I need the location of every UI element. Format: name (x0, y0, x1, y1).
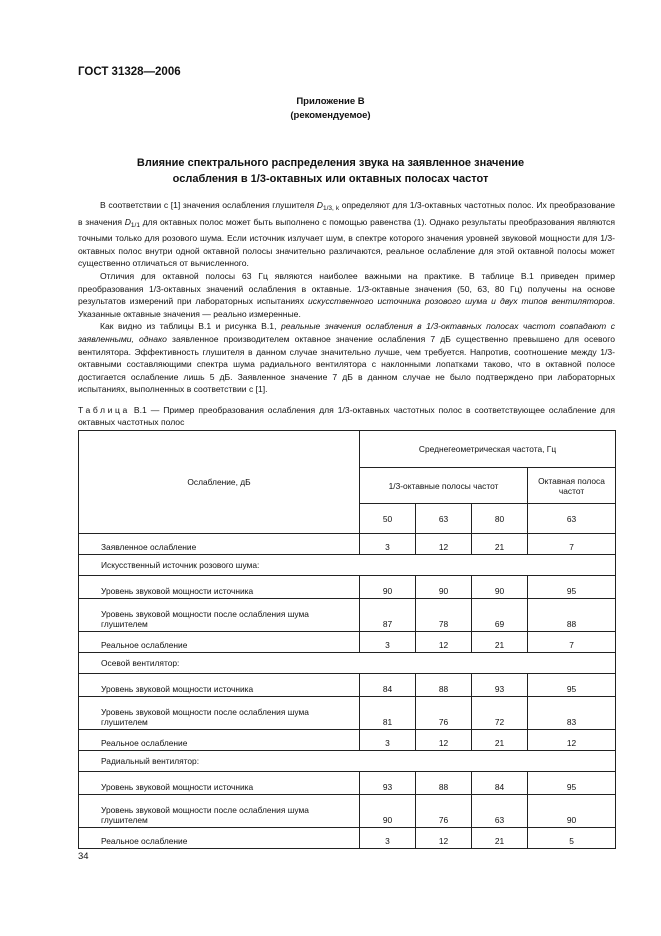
cell-value: 21 (472, 828, 528, 849)
cell-value: 84 (472, 772, 528, 795)
page-number: 34 (78, 851, 89, 862)
cell-value: 12 (528, 730, 616, 751)
cell-value: 7 (528, 632, 616, 653)
cell-value: 69 (472, 599, 528, 632)
attenuation-table (78, 430, 616, 849)
cell-value: 21 (472, 534, 528, 555)
cell-value: 7 (528, 534, 616, 555)
cell-value: 12 (416, 828, 472, 849)
row-label: Заявленное ослабление (79, 534, 360, 555)
cell-value: 95 (528, 576, 616, 599)
table-row (79, 599, 616, 632)
body-text (78, 199, 615, 396)
symbol-d: D (316, 200, 323, 210)
p2-text-b: . Указанные октавные значения — реально измеренные. (78, 296, 615, 319)
cell-value: 76 (416, 697, 472, 730)
cell-value: 93 (472, 674, 528, 697)
p1-text-a: В соответствии с [1] значения ослабления глушителя (100, 200, 317, 210)
cell-value: 90 (360, 795, 416, 828)
cell-value: 95 (528, 674, 616, 697)
appendix-status: (рекомендуемое) (290, 110, 371, 121)
p2-text-a: Отличия для октавной полосы 63 Гц являются наиболее важными на практике. В таблице В.1 приведен пример преобразования 1/3-октавных значений ослабления в октавные. 1/3-октавные значения (50, 63, 80 Гц) получены на основе результатов измерений при лабораторных испытаниях (78, 270, 615, 307)
row-label: Уровень звуковой мощности источника (79, 772, 360, 795)
section-title-line-1: Влияние спектрального распределения звука на заявленное значение (136, 157, 525, 169)
cell-value: 88 (528, 599, 616, 632)
table-row (79, 576, 616, 599)
cell-value: 63 (472, 795, 528, 828)
header-third-octave: 1/3-октавные полосы частот (360, 468, 528, 504)
table-caption-text: В.1 — Пример преобразования ослабления для 1/3-октавных частотных полос в соответствующее ослабление для октавных частотных полос (78, 405, 615, 428)
table-group-row (79, 653, 616, 674)
freq-octave-63: 63 (528, 504, 616, 534)
table-row (79, 674, 616, 697)
row-label: Уровень звуковой мощности источника (79, 576, 360, 599)
cell-value: 12 (416, 534, 472, 555)
symbol-d-subscript: 1/3, k (322, 205, 340, 212)
paragraph-1 (78, 199, 615, 270)
cell-value: 90 (360, 576, 416, 599)
table-row (79, 697, 616, 730)
table-caption (78, 404, 615, 429)
freq-63: 63 (416, 504, 472, 534)
table-row (79, 828, 616, 849)
row-label: Уровень звуковой мощности после ослабления шума глушителем (79, 795, 360, 828)
section-title-line-2: ослабления в 1/3-октавных или октавных полосах частот (172, 173, 489, 185)
table-row (79, 534, 616, 555)
cell-value: 12 (416, 730, 472, 751)
cell-value: 3 (360, 828, 416, 849)
cell-value: 21 (472, 730, 528, 751)
p3-italic: реальные значения ослабления в 1/3-октавных полосах частот совпадают с заявленными, однако (78, 321, 615, 344)
cell-value: 81 (360, 697, 416, 730)
group-title: Искусственный источник розового шума: (79, 555, 616, 576)
cell-value: 87 (360, 599, 416, 632)
p3-text-a: Как видно из таблицы В.1 и рисунка В.1, (100, 321, 281, 332)
cell-value: 93 (360, 772, 416, 795)
row-label: Реальное ослабление (79, 730, 360, 751)
group-title: Радиальный вентилятор: (79, 751, 616, 772)
cell-value: 72 (472, 697, 528, 730)
freq-80: 80 (472, 504, 528, 534)
cell-value: 12 (416, 632, 472, 653)
cell-value: 88 (416, 772, 472, 795)
document-header: ГОСТ 31328—2006 (78, 66, 181, 78)
freq-50: 50 (360, 504, 416, 534)
table-caption-word: Таблица (78, 405, 130, 415)
row-label: Уровень звуковой мощности после ослабления шума глушителем (79, 697, 360, 730)
cell-value: 90 (472, 576, 528, 599)
p1-text-b: определяют для 1/3-октавных частотных полос. Их преобразование в значения (78, 200, 615, 227)
p2-italic: искусственного источника розового шума и двух типов вентиляторов (308, 296, 613, 307)
cell-value: 78 (416, 599, 472, 632)
cell-value: 88 (416, 674, 472, 697)
symbol-d-octave-subscript: 1/1 (130, 221, 140, 229)
paragraph-3 (78, 320, 615, 396)
paragraph-2 (78, 270, 615, 320)
cell-value: 84 (360, 674, 416, 697)
row-label: Уровень звуковой мощности источника (79, 674, 360, 697)
table-row (79, 730, 616, 751)
row-label: Уровень звуковой мощности после ослабления шума глушителем (79, 599, 360, 632)
table-row (79, 795, 616, 828)
symbol-d-octave: D (124, 216, 131, 227)
table-group-row (79, 751, 616, 772)
table-row (79, 632, 616, 653)
row-label: Реальное ослабление (79, 632, 360, 653)
group-title: Осевой вентилятор: (79, 653, 616, 674)
cell-value: 3 (360, 632, 416, 653)
cell-value: 83 (528, 697, 616, 730)
header-octave: Октавная полоса частот (528, 468, 616, 504)
cell-value: 95 (528, 772, 616, 795)
cell-value: 3 (360, 730, 416, 751)
cell-value: 21 (472, 632, 528, 653)
cell-value: 90 (416, 576, 472, 599)
table-group-row (79, 555, 616, 576)
cell-value: 5 (528, 828, 616, 849)
table-row (79, 772, 616, 795)
cell-value: 90 (528, 795, 616, 828)
header-attenuation: Ослабление, дБ (79, 431, 360, 534)
p3-text-b: заявленное производителем октавное значение ослабления 7 дБ существенно превышено для осевого вентилятора. Эффективность глушителя в данном случае значительно лучше, чем требуется. Напротив, соотношение между 1/3-октавными составляющими спектра шума радиального вентилятора с наклонными лопатками таково, что в октавной полосе достигается ослабление лишь 5 дБ. Заявленное значение 7 дБ в данном случае не было подтверждено при лабораторных испытаниях, выполненных в соответствии с [1]. (78, 333, 615, 395)
p1-text-c: для октавных полос может быть выполнено с помощью равенства (1). Однако результаты преобразования являются точными только для розового шума. Если источник излучает шум, в спектре которого значения уровней звуковой мощности для 1/3-октавных полос внутри одной октавной полосы значительно различаются, реальное ослабление для этой октавной полосы может существенно отличаться от вычисленного. (78, 216, 615, 269)
row-label: Реальное ослабление (79, 828, 360, 849)
header-frequency: Среднегеометрическая частота, Гц (360, 431, 616, 468)
cell-value: 76 (416, 795, 472, 828)
cell-value: 3 (360, 534, 416, 555)
appendix-title: Приложение В (296, 96, 365, 107)
